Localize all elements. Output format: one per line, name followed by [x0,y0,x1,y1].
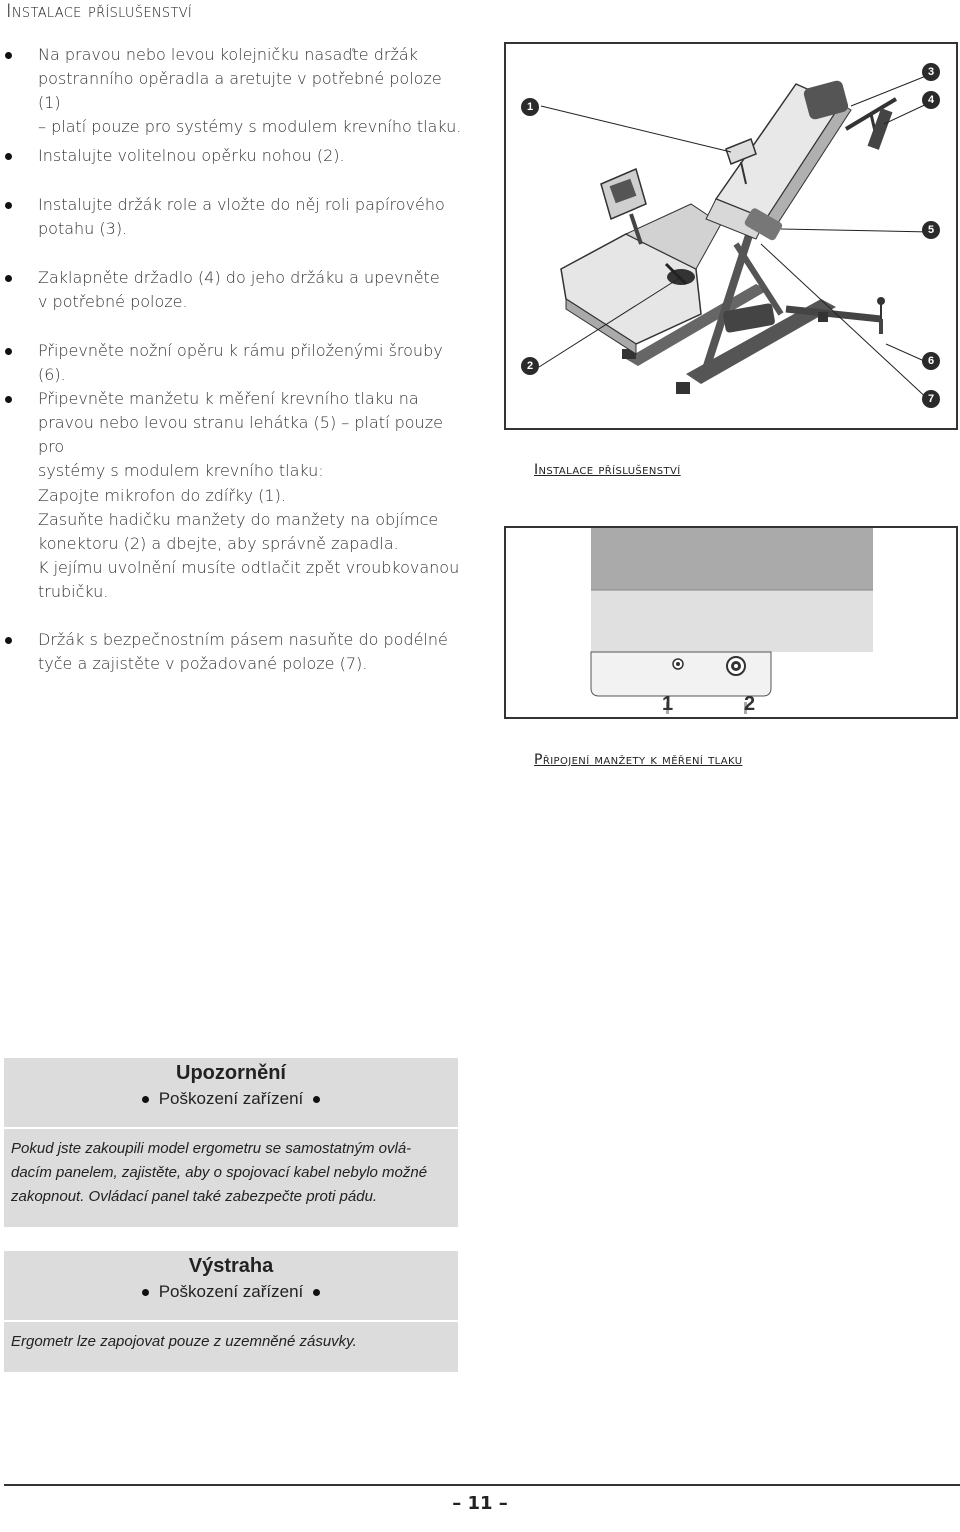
callout-5: 5 [922,221,940,239]
cuff-connector-illustration [506,528,956,717]
bullet-icon [142,1096,149,1103]
notice-divider [4,1320,458,1322]
notice-subtitle: Poškození zařízení [4,1282,458,1302]
list-item: Připevněte nožní opěru k rámu přiloženými šrouby (6). [38,339,468,387]
notice-divider [4,1127,458,1129]
callout-6: 6 [922,352,940,370]
callout-2: 2 [521,357,539,375]
bullet-icon [5,396,12,403]
page-heading: Instalace příslušenství [6,0,193,22]
bullet-icon [5,52,12,59]
notice-title: Upozornění [176,1062,286,1084]
ergometer-figure [504,42,958,430]
port-label-1: 1 [662,693,674,715]
list-item: Instalujte volitelnou opěrku nohou (2). [38,144,468,168]
bullet-icon [5,275,12,282]
figure2-caption: Připojení manžety k měření tlaku [534,752,743,768]
bullet-icon [5,202,12,209]
bullet-icon [5,153,12,160]
warning-notice [4,1251,458,1372]
list-item: Na pravou nebo levou kolejničku nasaďte držák postranního opěradla a aretujte v potřebné poloze (1) – platí pouze pro systémy s modulem krevního tlaku. [38,43,468,139]
port-label-2: 2 [744,693,756,715]
callout-3: 3 [922,63,940,81]
notice-title: Výstraha [188,1255,274,1277]
caution-notice [4,1058,458,1227]
bullet-icon [313,1289,320,1296]
bullet-icon [313,1096,320,1103]
page-number: – 11 – [452,1493,508,1514]
bullet-icon [142,1289,149,1296]
list-item: Připevněte manžetu k měření krevního tlaku na pravou nebo levou stranu lehátka (5) – platí pouze pro systémy s modulem krevního tlaku: [38,387,468,483]
list-item: Držák s bezpečnostním pásem nasuňte do podélné tyče a zajistěte v požadované poloze (7). [38,628,468,676]
list-item: Zaklapněte držadlo (4) do jeho držáku a upevněte v potřebné poloze. [38,266,468,314]
figure1-caption: Instalace příslušenství [534,462,681,478]
callout-7: 7 [922,390,940,408]
footer-rule [4,1484,960,1486]
notice-body: Ergometr lze zapojovat pouze z uzemněné zásuvky. [11,1333,357,1350]
bullet-icon [5,637,12,644]
cuff-connector-figure [504,526,958,719]
list-item-continuation: Zapojte mikrofon do zdířky (1). Zasuňte hadičku manžety do manžety na objímce konektoru (2) a dbejte, aby správně zapadla. K jejímu uvolnění musíte odtlačit zpět vroubkovanou trubičku. [38,486,460,601]
ergometer-illustration [506,44,956,428]
callout-1: 1 [521,98,539,116]
notice-body: Pokud jste zakoupili model ergometru se samostatným ovlá- dacím panelem, zajistěte, aby o spojovací kabel nebylo možné zakopnout. Ovládací panel také zabezpečte proti pádu. [11,1140,428,1205]
list-item: Instalujte držák role a vložte do něj roli papírového potahu (3). [38,193,468,241]
callout-4: 4 [922,91,940,109]
bullet-icon [5,348,12,355]
notice-subtitle: Poškození zařízení [4,1089,458,1109]
